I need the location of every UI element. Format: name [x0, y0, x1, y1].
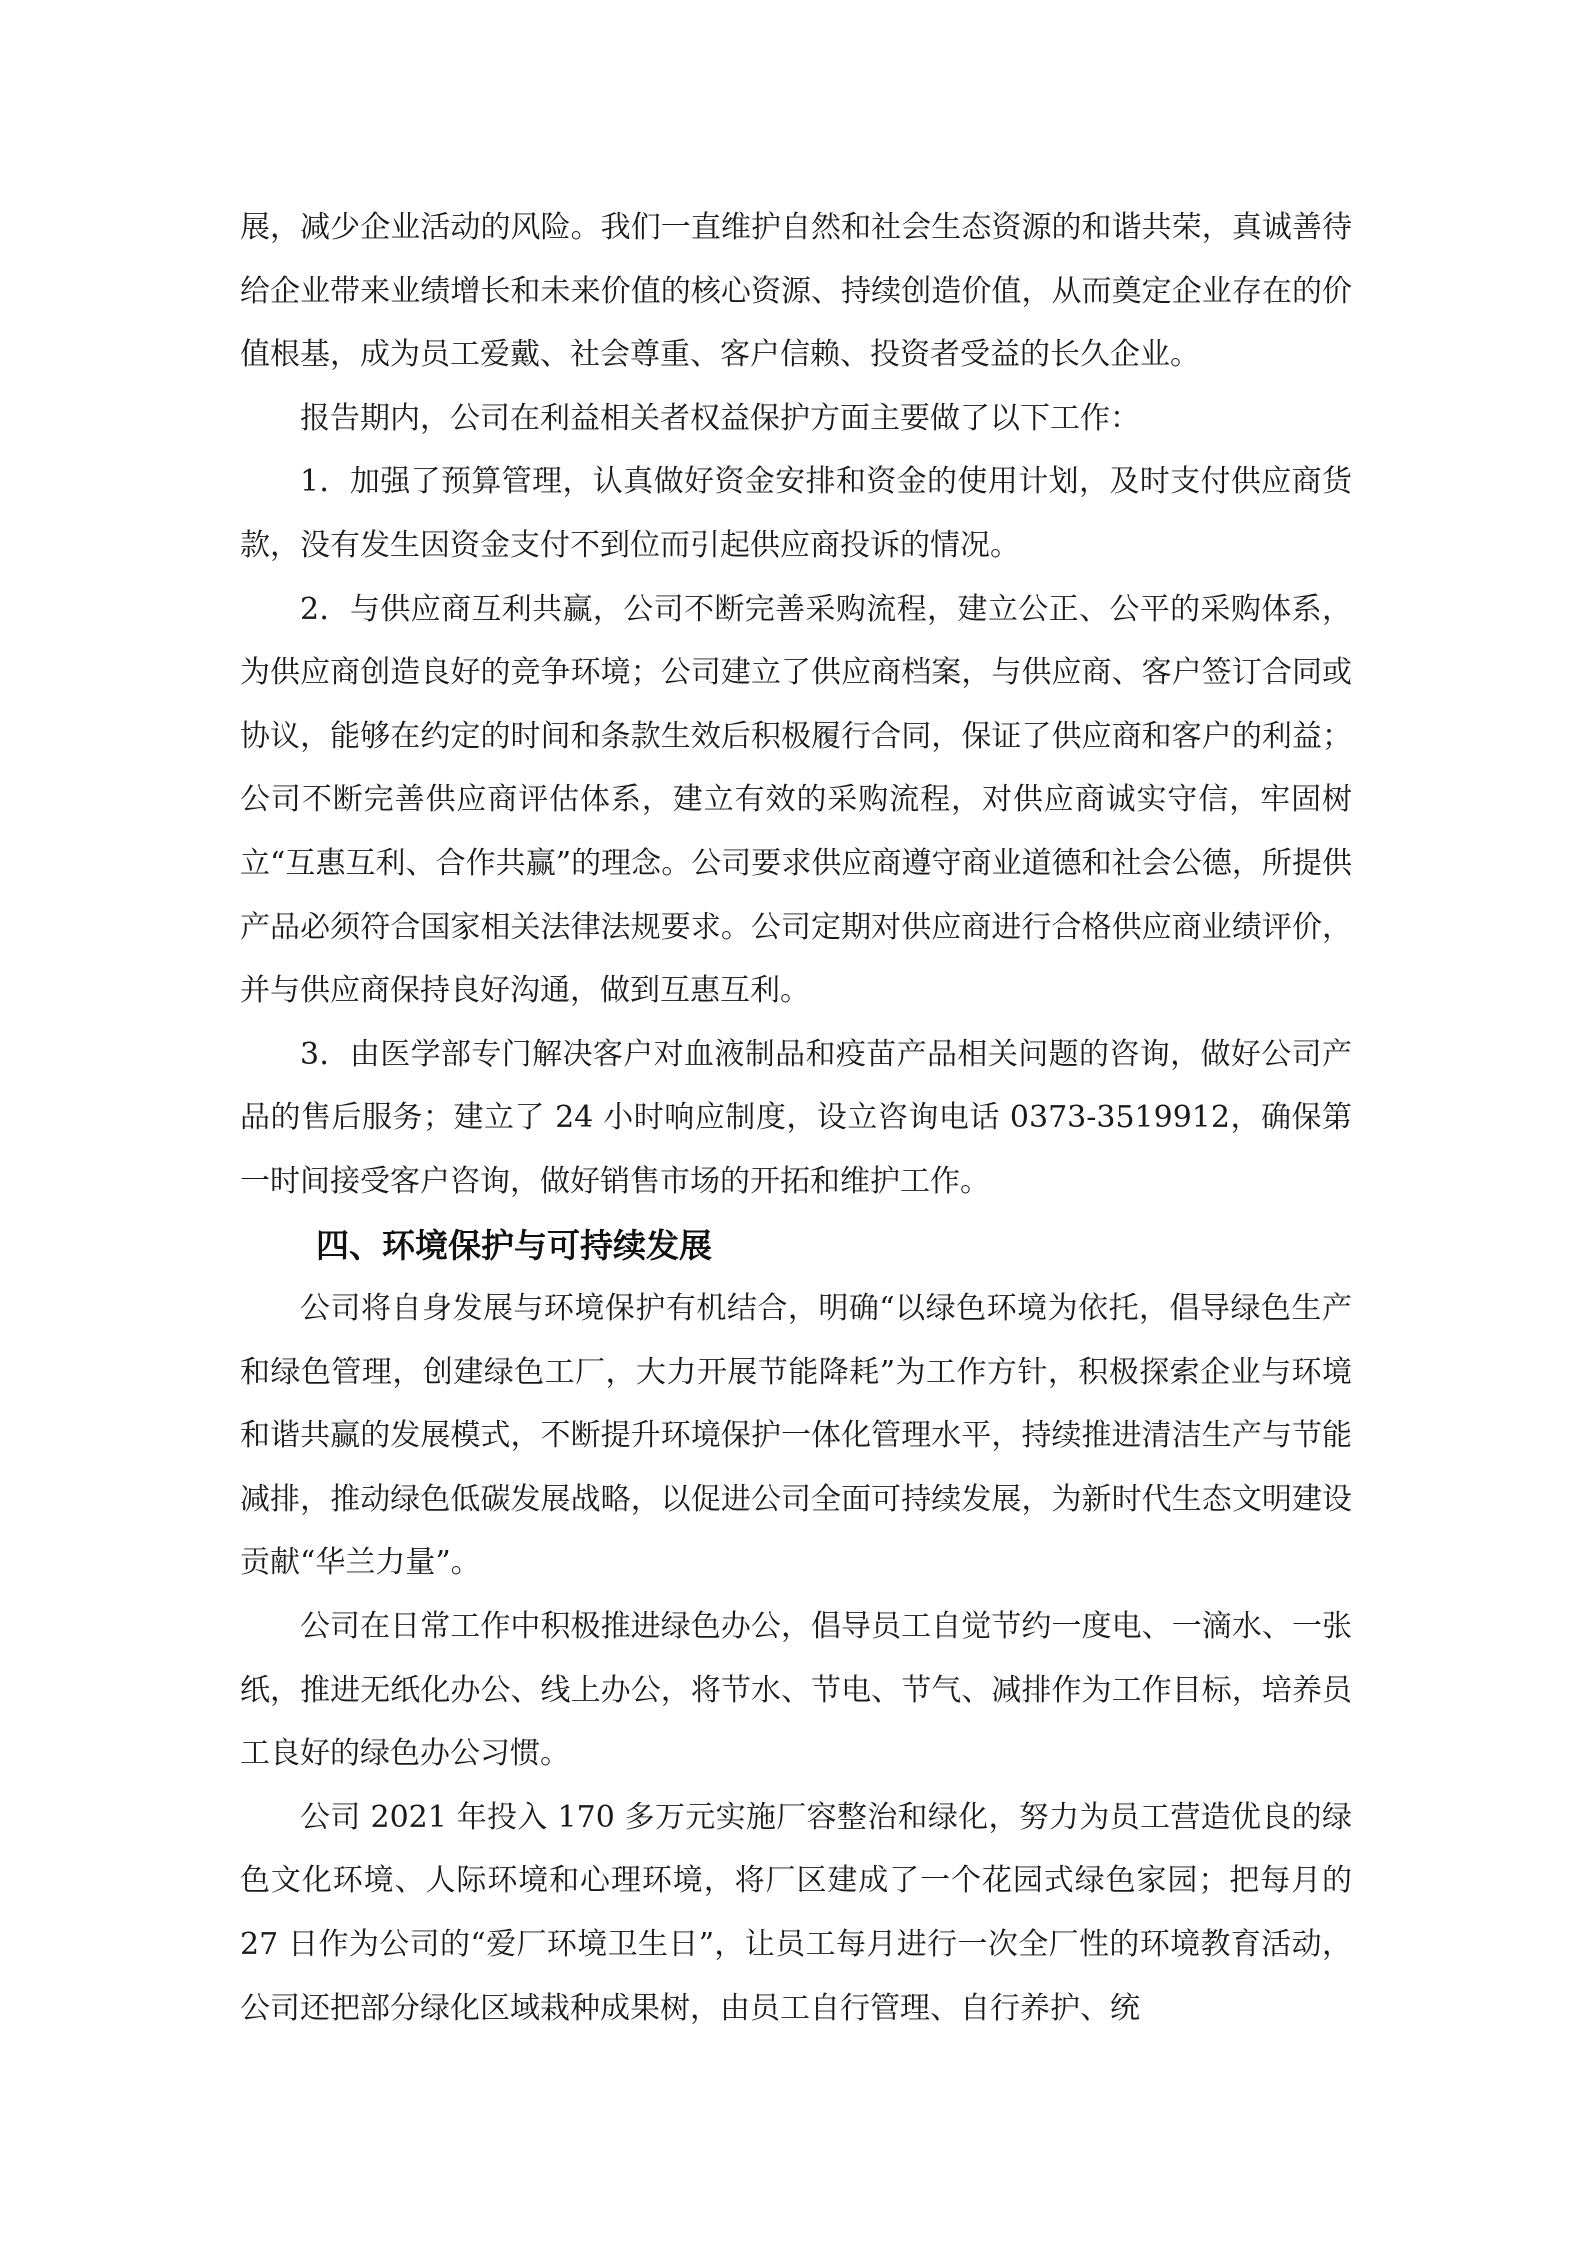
section-heading: 四、环境保护与可持续发展 [316, 1225, 712, 1265]
list-item-2: 2．与供应商互利共赢，公司不断完善采购流程，建立公正、公平的采购体系，为供应商创造良好的竞争环境；公司建立了供应商档案，与供应商、客户签订合同或协议，能够在约定的时间和条款生效后积极履行合同，保证了供应商和客户的利益；公司不断完善供应商评估体系，建立有效的采购流程，对供应商诚实守信，牢固树立“互惠互利、合作共赢”的理念。公司要求供应商遵守商业道德和社会公德，所提供产品必须符合国家相关法律法规要求。公司定期对供应商进行合格供应商业绩评价，并与供应商保持良好沟通，做到互惠互利。 [240, 591, 1352, 1009]
paragraph-environment-policy: 公司将自身发展与环境保护有机结合，明确“以绿色环境为依托，倡导绿色生产和绿色管理，创建绿色工厂，大力开展节能降耗”为工作方针，积极探索企业与环境和谐共赢的发展模式，不断提升环境保护一体化管理水平，持续推进清洁生产与节能减排，推动绿色低碳发展战略，以促进公司全面可持续发展，为新时代生态文明建设贡献“华兰力量”。 [240, 1291, 1352, 1581]
paragraph-intro: 报告期内，公司在利益相关者权益保护方面主要做了以下工作： [300, 400, 1140, 436]
list-item-3: 3．由医学部专门解决客户对血液制品和疫苗产品相关问题的咨询，做好公司产品的售后服务；建立了 24 小时响应制度，设立咨询电话 0373-3519912，确保第一时间接受客户咨询，做好销售市场的开拓和维护工作。 [240, 1036, 1352, 1199]
paragraph-greening: 公司 2021 年投入 170 多万元实施厂容整治和绿化，努力为员工营造优良的绿色文化环境、人际环境和心理环境，将厂区建成了一个花园式绿色家园；把每月的 27 日作为公司的“爱厂环境卫生日”，让员工每月进行一次全厂性的环境教育活动，公司还把部分绿化区域栽种成果树，由员工自行管理、自行养护、统 [240, 1799, 1352, 2026]
paragraph-green-office: 公司在日常工作中积极推进绿色办公，倡导员工自觉节约一度电、一滴水、一张纸，推进无纸化办公、线上办公，将节水、节电、节气、减排作为工作目标，培养员工良好的绿色办公习惯。 [240, 1609, 1352, 1772]
document-body [240, 196, 1352, 2040]
list-item-1: 1．加强了预算管理，认真做好资金安排和资金的使用计划，及时支付供应商货款，没有发生因资金支付不到位而引起供应商投诉的情况。 [240, 464, 1352, 563]
paragraph-continuation: 展，减少企业活动的风险。我们一直维护自然和社会生态资源的和谐共荣，真诚善待给企业带来业绩增长和未来价值的核心资源、持续创造价值，从而奠定企业存在的价值根基，成为员工爱戴、社会尊重、客户信赖、投资者受益的长久企业。 [240, 210, 1352, 373]
